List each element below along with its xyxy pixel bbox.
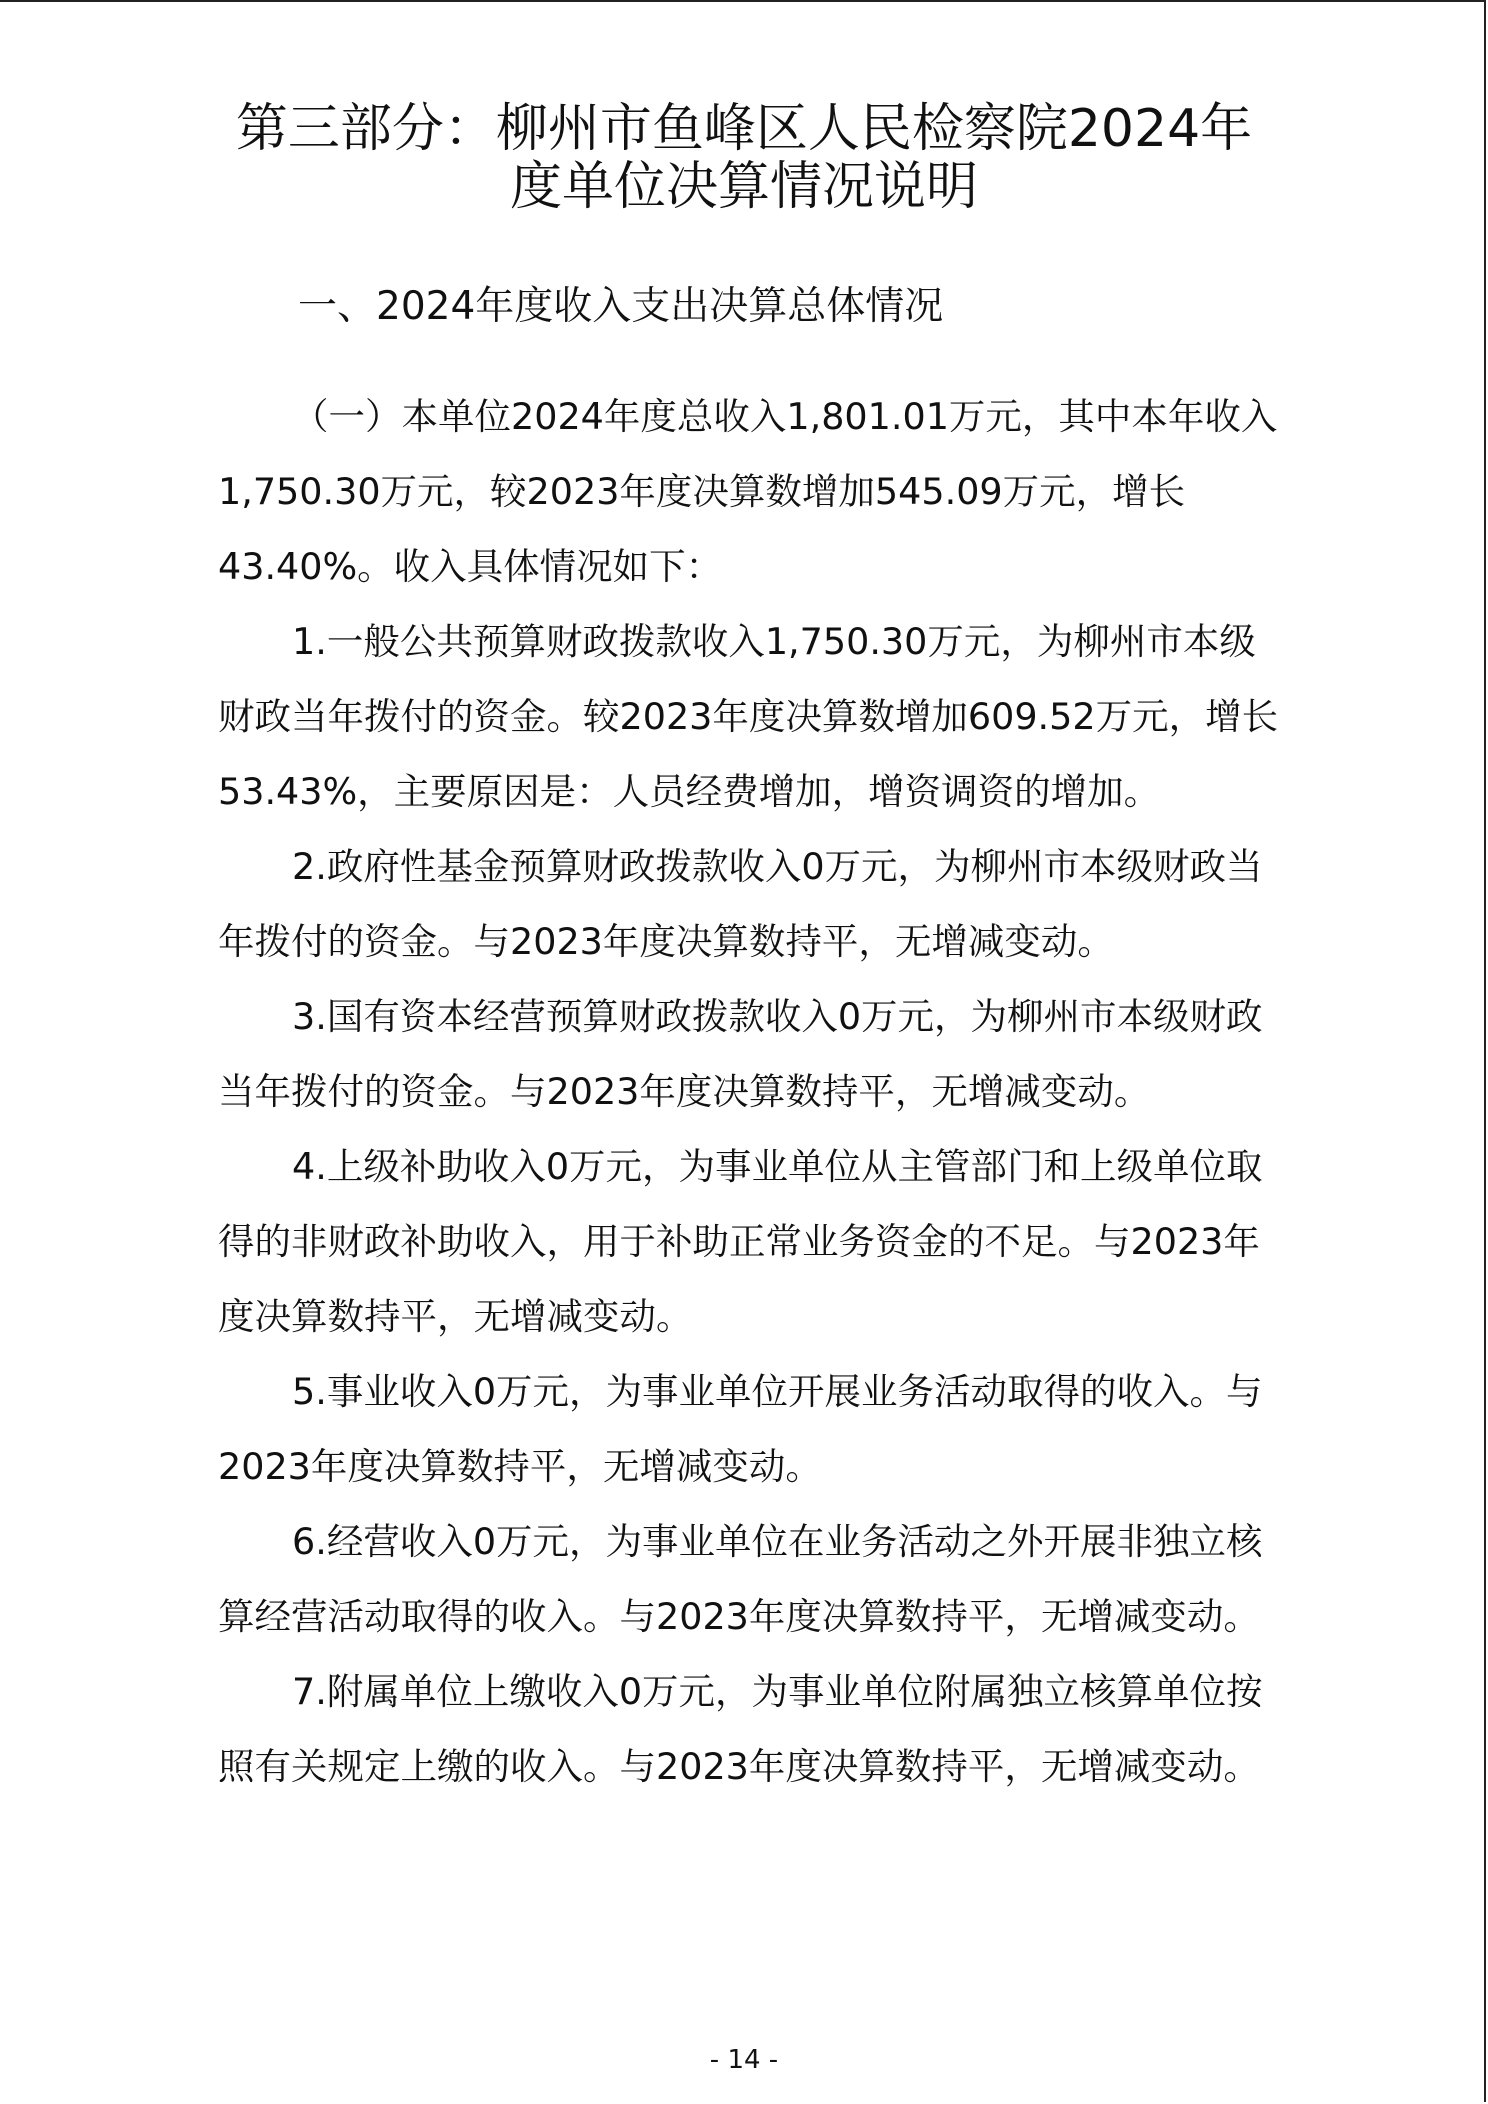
paragraph-5-line-2: 得的非财政补助收入，用于补助正常业务资金的不足。与2023年 [218,1220,1260,1263]
page-number: - 14 - [709,2045,779,2075]
paragraph-2-line-3: 53.43%，主要原因是：人员经费增加，增资调资的增加。 [218,770,1161,813]
paragraph-4-line-1: 3.国有资本经营预算财政拨款收入0万元，为柳州市本级财政 [292,995,1263,1038]
page-title-line-1: 第三部分：柳州市鱼峰区人民检察院2024年 [235,99,1253,159]
paragraph-3-line-1: 2.政府性基金预算财政拨款收入0万元，为柳州市本级财政当 [292,845,1263,888]
section-heading: 一、2024年度收入支出决算总体情况 [298,284,944,329]
paragraph-5-line-3: 度决算数持平，无增减变动。 [218,1295,693,1338]
paragraph-7-line-2: 算经营活动取得的收入。与2023年度决算数持平，无增减变动。 [218,1595,1260,1638]
paragraph-8-line-2: 照有关规定上缴的收入。与2023年度决算数持平，无增减变动。 [218,1745,1260,1788]
paragraph-2-line-1: 1.一般公共预算财政拨款收入1,750.30万元，为柳州市本级 [292,620,1256,663]
paragraph-8-line-1: 7.附属单位上缴收入0万元，为事业单位附属独立核算单位按 [292,1670,1263,1713]
paragraph-4-line-2: 当年拨付的资金。与2023年度决算数持平，无增减变动。 [218,1070,1151,1113]
paragraph-3-line-2: 年拨付的资金。与2023年度决算数持平，无增减变动。 [218,920,1114,963]
paragraph-1-line-2: 1,750.30万元，较2023年度决算数增加545.09万元，增长 [218,470,1186,513]
paragraph-2-line-2: 财政当年拨付的资金。较2023年度决算数增加609.52万元，增长 [218,695,1279,738]
paragraph-6-line-2: 2023年度决算数持平，无增减变动。 [218,1445,822,1488]
paragraph-5-line-1: 4.上级补助收入0万元，为事业单位从主管部门和上级单位取 [292,1145,1263,1188]
paragraph-6-line-1: 5.事业收入0万元，为事业单位开展业务活动取得的收入。与 [292,1370,1263,1413]
paragraph-1-line-1: （一）本单位2024年度总收入1,801.01万元，其中本年收入 [292,395,1278,438]
page-title-line-2: 度单位决算情况说明 [509,157,978,217]
page-title [180,100,1308,216]
paragraph-1-line-3: 43.40%。收入具体情况如下： [218,545,723,588]
paragraph-7-line-1: 6.经营收入0万元，为事业单位在业务活动之外开展非独立核 [292,1520,1263,1563]
